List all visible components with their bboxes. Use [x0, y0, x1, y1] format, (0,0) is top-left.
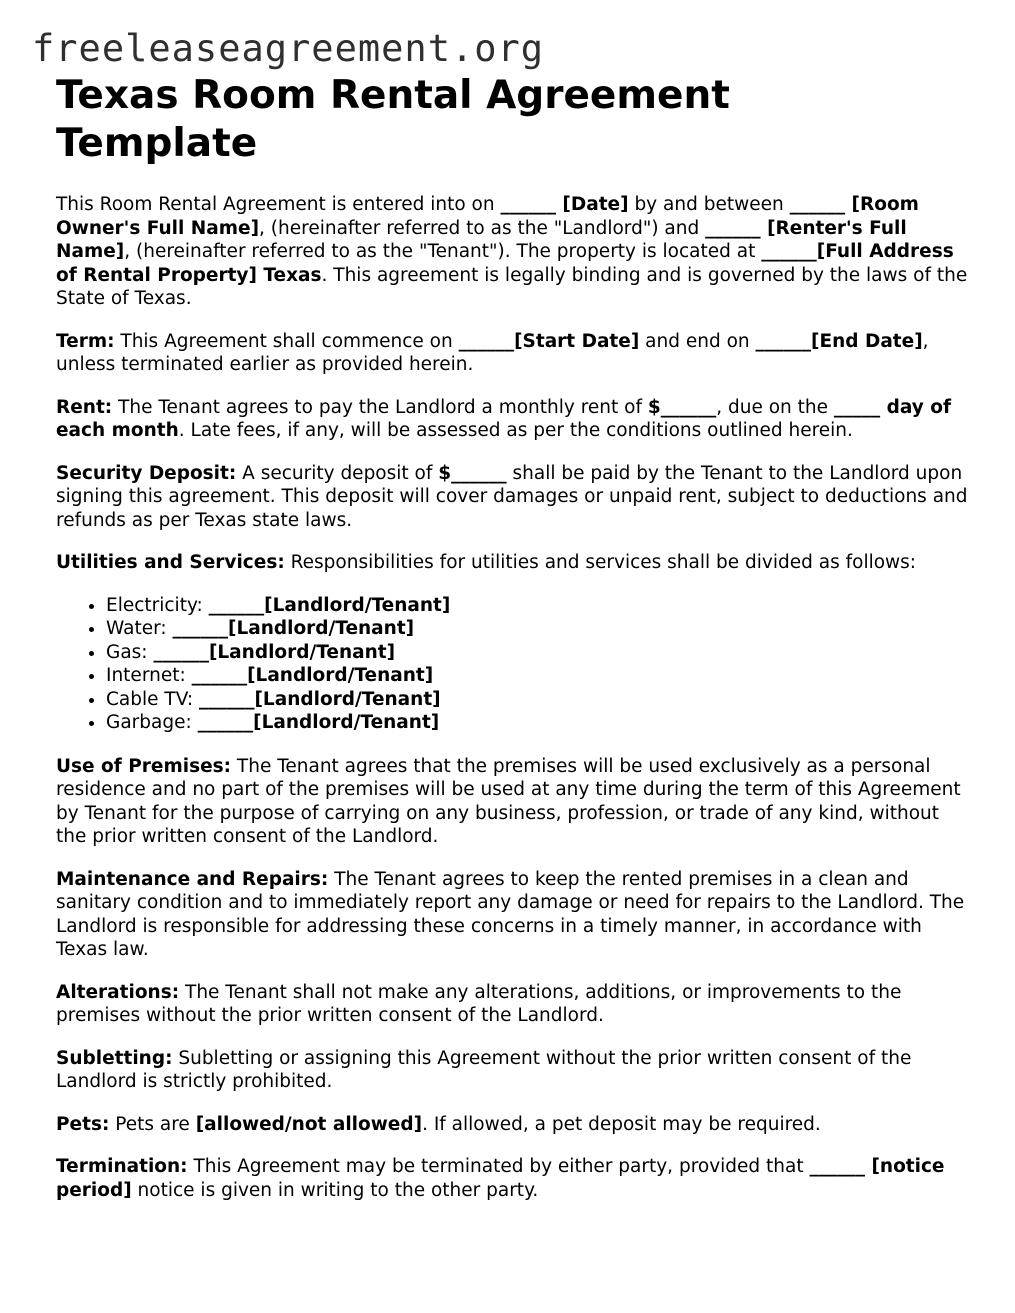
list-item-garbage: [106, 711, 971, 735]
clause-heading: Rent:: [56, 396, 113, 418]
rent-clause: [56, 396, 971, 443]
utility-responsibility: ______[Landlord/Tenant]: [197, 712, 440, 733]
utilities-list: [56, 594, 971, 735]
address-placeholder: ______[Full Address of Rental Property] Texas: [56, 241, 954, 286]
utility-label: Internet:: [106, 665, 192, 686]
notice-period-placeholder: ______ [notice period]: [56, 1156, 945, 1201]
clause-text: The Tenant agrees to keep the rented premises in a clean and sanitary condition and to immediately report any damage or need for repairs to the Landlord. The Landlord is responsible for addressing these concerns in a timely manner, in accordance with Texas law.: [56, 868, 965, 960]
utility-responsibility: ______[Landlord/Tenant]: [153, 641, 396, 663]
utilities-clause: [56, 551, 971, 575]
utility-label: Cable TV:: [106, 688, 199, 710]
intro-paragraph: [56, 193, 971, 311]
use-of-premises-clause: [56, 755, 971, 849]
utility-label: Gas:: [106, 641, 154, 663]
clause-text: Subletting or assigning this Agreement without the prior written consent of the Landlord is strictly prohibited.: [56, 1047, 912, 1092]
clause-text: The Tenant shall not make any alterations, additions, or improvements to the premises without the prior written consent of the Landlord.: [56, 981, 902, 1026]
utility-responsibility: ______[Landlord/Tenant]: [198, 688, 441, 710]
clause-heading: Subletting:: [56, 1047, 173, 1069]
list-item-internet: [106, 664, 971, 688]
clause-text: , unless terminated earlier as provided herein.: [56, 330, 929, 375]
intro-text: by and between: [628, 194, 790, 215]
site-watermark: freeleaseagreement.org: [32, 27, 545, 70]
clause-heading: Security Deposit:: [56, 462, 237, 484]
deposit-amount-placeholder: $______: [438, 462, 507, 484]
clause-text: , due on the: [716, 396, 834, 418]
clause-heading: Term:: [56, 330, 115, 352]
renter-name-placeholder: ______ [Renter's Full Name]: [56, 217, 907, 262]
clause-heading: Pets:: [56, 1113, 110, 1135]
document-title: Texas Room Rental Agreement Template: [56, 73, 730, 166]
subletting-clause: [56, 1047, 971, 1094]
clause-text: The Tenant agrees that the premises will be used exclusively as a personal residence and no part of the premises will be used at any time during the term of this Agreement by Tenant for the purpose of carrying on any business, profession, or trade of any kind, without the prior written consent of the Landlord.: [56, 755, 961, 847]
termination-clause: [56, 1155, 971, 1202]
clause-text: . Late fees, if any, will be assessed as per the conditions outlined herein.: [178, 420, 853, 441]
clause-text: shall be paid by the Tenant to the Landlord upon signing this agreement. This deposit will cover damages or unpaid rent, subject to deductions and refunds as per Texas state laws.: [56, 462, 968, 531]
clause-text: Responsibilities for utilities and services shall be divided as follows:: [284, 552, 917, 573]
intro-text: This Room Rental Agreement is entered into on: [56, 194, 501, 215]
clause-heading: Alterations:: [56, 981, 180, 1003]
clause-heading: Maintenance and Repairs:: [56, 868, 329, 890]
list-item-gas: [106, 641, 971, 665]
utility-label: Electricity:: [106, 594, 209, 616]
rent-amount-placeholder: $______: [647, 396, 717, 418]
clause-text: The Tenant agrees to pay the Landlord a monthly rent of: [112, 396, 648, 418]
clause-heading: Utilities and Services:: [56, 552, 285, 573]
pets-placeholder: [allowed/not allowed]: [195, 1113, 423, 1135]
document-content: [56, 72, 971, 1221]
list-item-electricity: [106, 594, 971, 618]
due-day-placeholder: _____ day of each month: [56, 396, 952, 441]
alterations-clause: [56, 981, 971, 1028]
utility-responsibility: ______[Landlord/Tenant]: [208, 594, 451, 616]
clause-text: A security deposit of: [236, 462, 439, 484]
security-deposit-clause: [56, 462, 971, 533]
date-placeholder: ______ [Date]: [500, 194, 629, 215]
list-item-cable-tv: [106, 688, 971, 712]
clause-text: . If allowed, a pet deposit may be required.: [422, 1113, 821, 1135]
term-clause: [56, 330, 971, 377]
utility-label: Water:: [106, 618, 173, 639]
clause-heading: Use of Premises:: [56, 755, 232, 777]
clause-text: This Agreement shall commence on: [114, 330, 459, 352]
pets-clause: [56, 1113, 971, 1137]
owner-name-placeholder: ______ [Room Owner's Full Name]: [56, 194, 919, 239]
utility-responsibility: ______[Landlord/Tenant]: [172, 618, 415, 639]
end-date-placeholder: ______[End Date]: [755, 330, 923, 352]
clause-text: Pets are: [109, 1113, 196, 1135]
intro-text: , (hereinafter referred to as the "Tenant"). The property is located at: [124, 241, 762, 262]
intro-text: . This agreement is legally binding and is governed by the laws of the State of Texas.: [56, 264, 968, 309]
utility-responsibility: ______[Landlord/Tenant]: [191, 665, 434, 686]
clause-heading: Termination:: [56, 1156, 188, 1177]
clause-text: and end on: [639, 330, 756, 352]
list-item-water: [106, 617, 971, 641]
utility-label: Garbage:: [106, 712, 198, 733]
clause-text: notice is given in writing to the other party.: [131, 1179, 539, 1201]
clause-text: This Agreement may be terminated by either party, provided that: [187, 1156, 810, 1177]
intro-text: , (hereinafter referred to as the "Landlord") and: [259, 217, 706, 239]
maintenance-clause: [56, 868, 971, 962]
start-date-placeholder: ______[Start Date]: [458, 330, 640, 352]
